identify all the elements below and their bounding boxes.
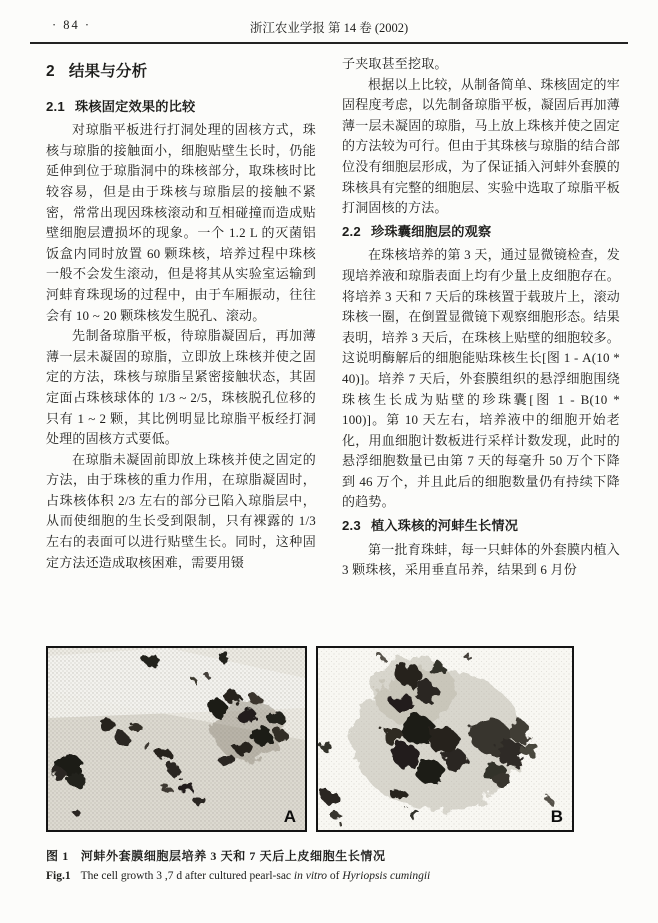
figure-caption-en-of: of	[329, 870, 340, 882]
paragraph: 先制备琼脂平板，待琼脂凝固后，再加薄薄一层未凝固的琼脂，立即放上珠核并使之固定的方法，珠核与琼脂呈紧密接触状态，其固定面占珠核球体的 1/3 ~ 2/5，珠核脱孔位移的只有 1 ~ 2 颗，其比例明显比琼脂平板经打洞处理的固核方式要低。	[46, 328, 316, 447]
left-column	[46, 54, 316, 646]
section-heading	[46, 62, 316, 83]
paragraph: 对琼脂平板进行打洞处理的固核方式，珠核与琼脂的接触面小，细胞贴壁生长时，仍能延伸到位于琼脂洞中的珠核部分，取珠核时比较容易，但是由于珠核与琼脂层的接触不紧密，常常出现因珠核滚动和互相碰撞而造成贴壁细胞层遭损坏的现象。一个 1.2 L 的灭菌铝饭盒内同时放置 60 颗珠核，培养过程中珠核一般不会发生滚动，但是将其从实验室运输到河蚌育珠现场的过程中，由于车厢振动，往往会有 10 ~ 20 颗珠核发生脱孔、滚动。	[46, 122, 316, 323]
figure-caption-en	[46, 870, 580, 882]
page-number: · 84 ·	[52, 18, 92, 32]
paragraph: 在珠核培养的第 3 天，通过显微镜检查，发现培养液和琼脂表面上均有少量上皮细胞存在。将培养 3 天和 7 天后的珠核置于载玻片上，滚动珠核一圈，在倒置显微镜下观察细胞形态。结果表明，培养 3 天后，在珠核上贴壁的细胞较多。这说明酶解后的细胞能贴珠核生长[图 1 - A(10 * 40)]。培养 7 天后，外套膜组织的悬浮细胞围绕珠核生长成为贴壁的珍珠囊[图 1 - B(10 * 100)]。第 10 天左右，培养液中的细胞开始老化，用血细胞计数板进行采样计数发现，此时的悬浮细胞数量已由第 7 天的每毫升 50 万个下降到 46 万个，并且此后的细胞数量仍有持续下降的趋势。	[342, 247, 620, 510]
section-title: 结果与分析	[68, 63, 148, 80]
section-number: 2	[46, 63, 55, 80]
figure-caption-zh	[46, 847, 580, 864]
subsection-title: 珠核固定效果的比较	[74, 98, 196, 114]
subsection-title: 珍珠囊细胞层的观察	[370, 223, 492, 239]
figure-panels	[46, 646, 580, 832]
right-column	[342, 54, 620, 646]
journal-title: 浙江农业学报 第 14 卷 (2002)	[249, 21, 409, 35]
subsection-heading-2-2	[342, 222, 620, 243]
paragraph: 在琼脂未凝固前即放上珠核并使之固定的方法，由于珠核的重力作用，在琼脂凝固时，占珠核体积 2/3 左右的部分已陷入琼脂层中，从而使细胞的生长受到限制，只有裸露的 1/3 左右的表面可以进行贴壁生长。同时，这种固定方法还造成取核困难，需要用镊	[46, 451, 316, 570]
subsection-number: 2.2	[342, 223, 361, 239]
figure-caption-en-text: The cell growth 3 ,7 d after cultured pearl-sac	[80, 870, 292, 882]
subsection-heading-2-3	[342, 516, 620, 537]
subsection-title: 植入珠核的河蚌生长情况	[370, 518, 519, 534]
paragraph: 第一批育珠蚌，每一只蚌体的外套膜内植入 3 颗珠核，采用垂直吊养，结果到 6 月份	[342, 541, 620, 578]
micrograph-panel-a	[46, 646, 307, 832]
micrograph-panel-b	[316, 646, 574, 832]
subsection-heading-2-1	[46, 97, 316, 118]
panel-a-label: A	[283, 807, 296, 826]
article-body	[46, 54, 620, 646]
figure-caption-en-number: Fig.1	[46, 870, 71, 882]
micrograph-a-image	[48, 648, 305, 830]
figure-caption-zh-number: 图 1	[46, 849, 69, 863]
subsection-number: 2.3	[342, 518, 361, 534]
figure-caption-zh-text: 河蚌外套膜细胞层培养 3 天和 7 天后上皮细胞生长情况	[80, 849, 386, 863]
subsection-number: 2.1	[46, 98, 65, 114]
micrograph-b-image	[318, 648, 572, 830]
figure-caption-en-invitro: in vitro	[293, 870, 328, 882]
paragraph-continuation: 子夹取甚至挖取。	[342, 56, 448, 71]
panel-b-label: B	[550, 807, 563, 826]
figure-caption-en-species: Hyriopsis cumingii	[342, 870, 431, 882]
page-header	[30, 16, 628, 44]
paragraph: 根据以上比较，从制备简单、珠核固定的牢固程度考虑，以先制备琼脂平板，凝固后再加薄薄一层未凝固的琼脂，马上放上珠核并使之固定的方法较为可行。但由于其珠核与琼脂的结合部位没有细胞层形成，为了保证插入河蚌外套膜的珠核具有完整的细胞层、实验中选取了琼脂平板打洞固核的方法。	[342, 76, 620, 216]
figure-1	[46, 646, 580, 882]
